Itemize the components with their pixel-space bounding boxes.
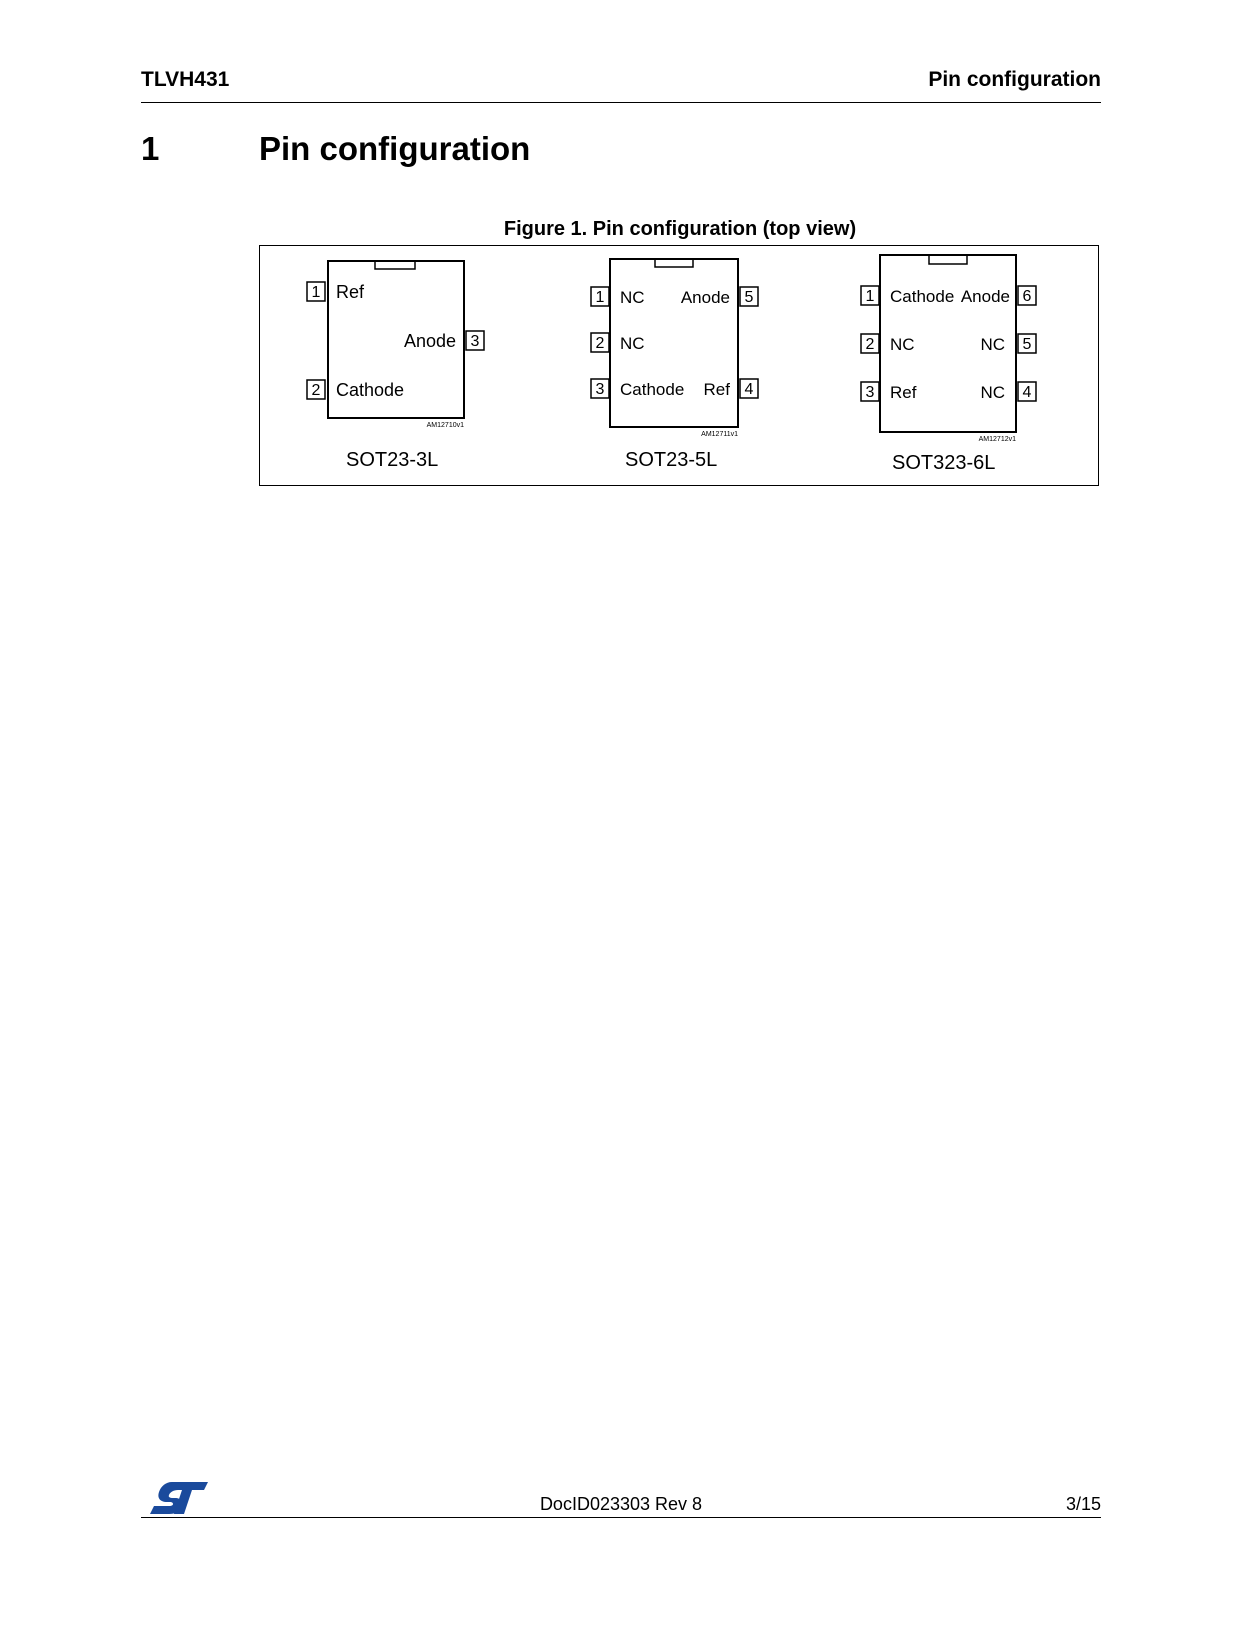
pin-label: Ref (703, 380, 730, 399)
pin-number: 3 (865, 384, 875, 401)
drawing-code: AM12712v1 (978, 436, 1016, 443)
package-name: SOT323-6L (892, 452, 996, 474)
pin-label: Ref (890, 383, 917, 402)
package-name: SOT23-5L (625, 449, 718, 471)
pin-label: Cathode (336, 380, 405, 400)
pin-number: 1 (595, 289, 605, 306)
package-sot323-6l (260, 246, 1100, 487)
footer-rule (141, 1517, 1101, 1518)
footer-page-number: 3/15 (1065, 1494, 1101, 1514)
pin-label: Cathode (890, 287, 955, 306)
pin-number: 4 (1022, 384, 1032, 401)
pin-number: 2 (865, 336, 875, 353)
pin-label: NC (980, 383, 1005, 402)
pin-number: 3 (470, 333, 480, 350)
pin-number: 6 (1022, 288, 1032, 305)
pin-number: 2 (311, 382, 321, 399)
pin-label: Ref (336, 282, 365, 302)
pin-label: Cathode (620, 380, 685, 399)
pin-label: NC (620, 288, 645, 307)
orientation-notch (929, 255, 967, 264)
drawing-code: AM12711v1 (701, 431, 738, 438)
pin-label: NC (890, 335, 915, 354)
header-rule (141, 102, 1101, 103)
pin-label: Anode (680, 288, 730, 307)
pin-label: NC (980, 335, 1005, 354)
pin-number: 1 (311, 284, 321, 301)
pin-number: 2 (595, 335, 605, 352)
pin-number: 1 (865, 288, 875, 305)
pin-label: NC (620, 334, 645, 353)
section-number: 1 (141, 130, 160, 167)
figure-box (259, 245, 1099, 486)
pin-number: 4 (744, 381, 754, 398)
header-section: Pin configuration (928, 68, 1101, 91)
pin-number: 3 (595, 381, 605, 398)
footer-doc-id: DocID023303 Rev 8 (539, 1494, 703, 1514)
pin-label: Anode (403, 331, 456, 351)
package-diagram (260, 246, 1100, 487)
package-name: SOT23-3L (346, 449, 439, 471)
figure-caption: Figure 1. Pin configuration (top view) (503, 218, 857, 240)
pin-label: Anode (960, 287, 1010, 306)
pin-number: 5 (744, 289, 754, 306)
pin-number: 5 (1022, 336, 1032, 353)
section-title: Pin configuration (259, 130, 531, 167)
drawing-code: AM12710v1 (426, 422, 464, 429)
header-product: TLVH431 (141, 68, 230, 91)
